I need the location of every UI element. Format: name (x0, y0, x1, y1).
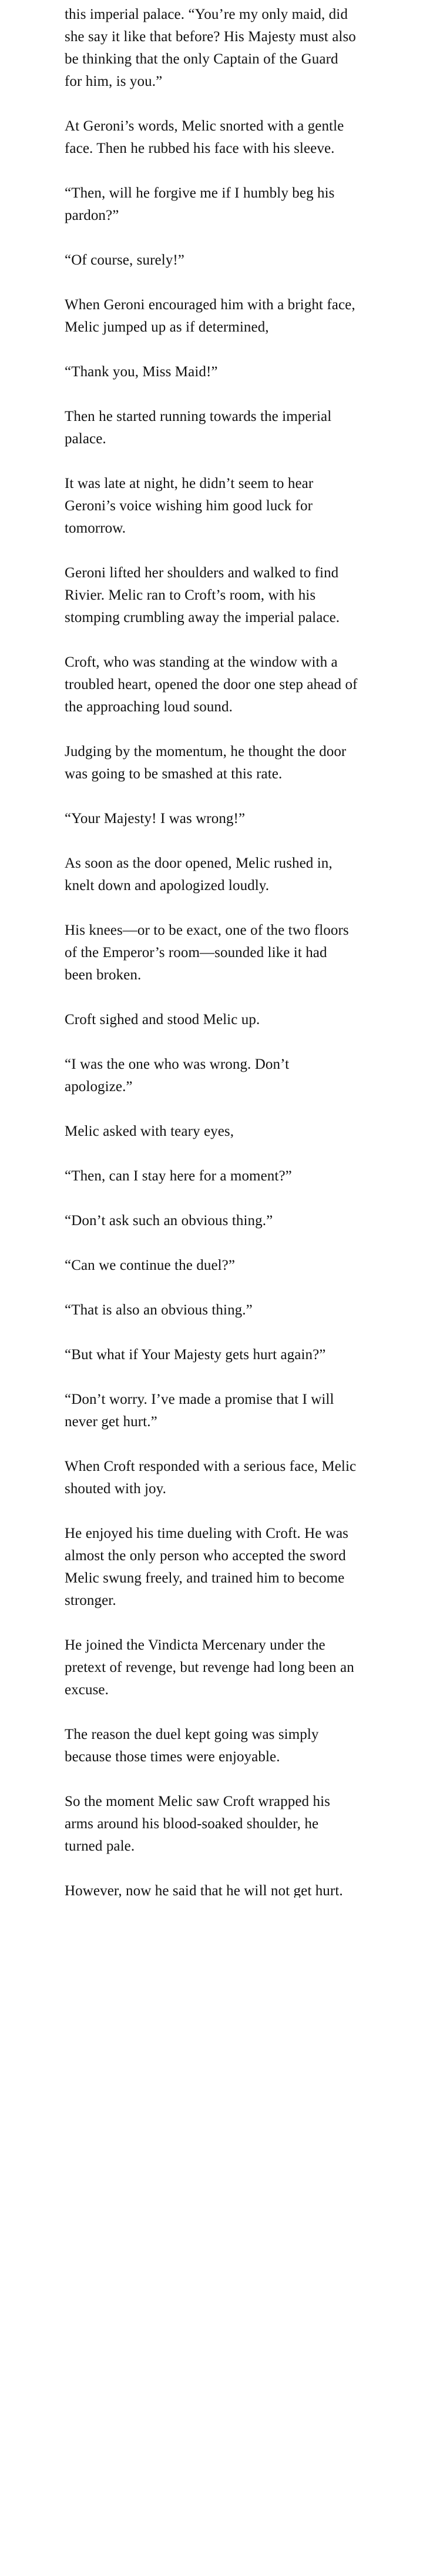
paragraph: “Don’t worry. I’ve made a promise that I will never get hurt.” (65, 1391, 334, 1430)
paragraph: It was late at night, he didn’t seem to hear Geroni’s voice wishing him good luck for tomorrow. (65, 476, 314, 536)
paragraph: “Then, will he forgive me if I humbly beg his pardon?” (65, 185, 335, 223)
paragraph: As soon as the door opened, Melic rushed in, knelt down and apologized loudly. (65, 855, 333, 894)
paragraph: Croft sighed and stood Melic up. (65, 1012, 260, 1028)
paragraph: “But what if Your Majesty gets hurt again?” (65, 1347, 326, 1363)
paragraph: “Can we continue the duel?” (65, 1257, 236, 1273)
document-text-column (65, 0, 358, 1898)
paragraph: He joined the Vindicta Mercenary under the pretext of revenge, but revenge had long been an excuse. (65, 1637, 354, 1698)
paragraph: Judging by the momentum, he thought the door was going to be smashed at this rate. (65, 744, 347, 782)
paragraph: “Of course, surely!” (65, 252, 184, 268)
paragraph: “Thank you, Miss Maid!” (65, 364, 218, 380)
paragraph: He enjoyed his time dueling with Croft. He was almost the only person who accepted the sword Melic swung freely, and trained him to become stronger. (65, 1525, 348, 1608)
paragraph: “Your Majesty! I was wrong!” (65, 811, 246, 827)
paragraph: Melic asked with teary eyes, (65, 1123, 234, 1139)
paragraph: Then he started running towards the imperial palace. (65, 409, 332, 447)
paragraph: His knees—or to be exact, one of the two floors of the Emperor’s room—sounded like it had been broken. (65, 922, 349, 983)
paragraph: “Don’t ask such an obvious thing.” (65, 1213, 273, 1229)
paragraph: At Geroni’s words, Melic snorted with a gentle face. Then he rubbed his face with his sleeve. (65, 118, 344, 156)
paragraph: However, now he said that he will not get hurt. (65, 1883, 343, 1898)
paragraph-clipped-container (65, 1880, 358, 1898)
paragraph: When Croft responded with a serious face, Melic shouted with joy. (65, 1458, 357, 1497)
paragraph: “That is also an obvious thing.” (65, 1302, 253, 1318)
paragraph: “I was the one who was wrong. Don’t apologize.” (65, 1056, 290, 1095)
paragraph: “Then, can I stay here for a moment?” (65, 1168, 292, 1184)
paragraph: The reason the duel kept going was simply because those times were enjoyable. (65, 1727, 319, 1765)
paragraph: Geroni lifted her shoulders and walked to find Rivier. Melic ran to Croft’s room, with his stomping crumbling away the imperial palace. (65, 565, 340, 625)
paragraph: So the moment Melic saw Croft wrapped his arms around his blood-soaked shoulder, he turned pale. (65, 1794, 330, 1854)
paragraph: When Geroni encouraged him with a bright face, Melic jumped up as if determined, (65, 297, 355, 335)
paragraph: this imperial palace. “You’re my only maid, did she say it like that before? His Majesty must also be thinking that the only Captain of the Guard for him, is you.” (65, 6, 356, 89)
paragraph: Croft, who was standing at the window with a troubled heart, opened the door one step ahead of the approaching loud sound. (65, 654, 358, 715)
